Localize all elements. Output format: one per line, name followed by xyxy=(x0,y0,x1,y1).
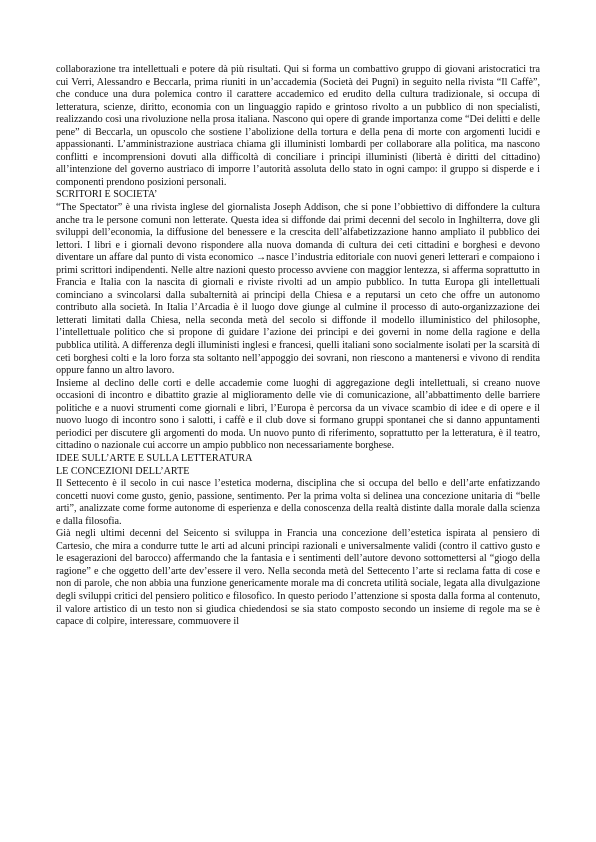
section-heading-scrittori: SCRITORI E SOCIETA’ xyxy=(56,189,158,201)
paragraph-estetica: Il Settecento è il secolo in cui nasce l’estetica moderna, disciplina che si occupa del bello e dell’arte enfatizzando concetti nuovi come gusto, genio, passione, sentimento. Per la prima volta si delinea una concezione unitaria di “belle arti”, analizzate come forme autonome di esperienza e della conoscenza della realtà distinte dalla morale dalla scienza e dalla filosofia. xyxy=(56,478,540,527)
subsection-heading-concezioni: LE CONCEZIONI DELL’ARTE xyxy=(56,465,190,477)
document-page xyxy=(56,64,540,629)
paragraph-cartesio: Già negli ultimi decenni del Seicento si sviluppa in Francia una concezione dell’estetica ispirata al pensiero di Cartesio, che mira a condurre tutte le arti ad alcuni principi razionali e universalmente validi (contro il cattivo gusto e le esagerazioni del barocco) affermando che la fantasia e i sentimenti dell’autore devono sottomettersi al “giogo della ragione” e che oggetto dell’arte dev’essere il vero. Nella seconda metà del Settecento l’arte si reclama fatta di cose e non di parole, che non abbia una funzione genericamente morale ma di concreta utilità sociale, legata alla divulgazione degli sviluppi critici del pensiero politico e filosofico. In questo periodo l’attenzione si sposta dalla forma al contenuto, il valore artistico di un testo non si giudica chiedendosi se sia stato composto secondo un insieme di regole ma se è capace di colpire, interessare, commuovere il xyxy=(56,528,540,628)
section-heading-idee: IDEE SULL’ARTE E SULLA LETTERATURA xyxy=(56,452,253,464)
paragraph-salotti: Insieme al declino delle corti e delle accademie come luoghi di aggregazione degli intellettuali, si creano nuove occasioni di incontro e dibattito grazie al miglioramento delle vie di comunicazione, all’abbattimento delle barriere politiche e a nuovi strumenti come giornali e libri, l’Europa è percorsa da un vivace scambio di idee e di opere e il nuovo luogo di incontro sono i salotti, i caffè e il club dove si formano gruppi spontanei che si danno appuntamenti periodici per discutere gli argomenti do moda. Un nuovo punto di riferimento, soprattutto per la letteratura, è il teatro, cittadino o nazionale cui accorre un ampio pubblico non necessariamente borghese. xyxy=(56,377,540,452)
paragraph-spectator: “The Spectator” è una rivista inglese del giornalista Joseph Addison, che si pone l’obbiettivo di diffondere la cultura anche tra le persone comuni non letterate. Questa idea si diffonde dai primi decenni del secolo in Inghilterra, dove gli sviluppi dell’economia, la diffusione del benessere e la crescita dell’alfabetizzazione hanno ampliato il pubblico dei lettori. I libri e i giornali devono rispondere alla nuova domanda di cultura dei ceti cittadini e borghesi e devono diventare un affare dal punto di vista economico →nasce l’industria editoriale con nuovi generi letterari e compaiono i primi scrittori indipendenti. Nelle altre nazioni questo processo avviene con maggior lentezza, si afferma soprattutto in Francia e Italia con la nascita di giornali e riviste rivolti ad un ampio pubblico. In tutta Europa gli intellettuali cominciano a svincolarsi dalla subalternità ai principi della Chiesa e a reputarsi un ceto che offre un autonomo contributo alla società. In Italia l’Arcadia è il luogo dove giunge al culmine il processo di auto-organizzazione dei letterati limitati dalla Chiesa, nella seconda metà del secolo si diffonde il modello illuministico del philosophe, l’intellettuale politico che si propone di guidare l’azione dei principi e dei governi in nome della ragione e della pubblica utilità. A differenza degli illuministi inglesi e francesi, quelli italiani sono socialmente isolati per la scarsità di ceti borghesi colti e la loro forza sta soltanto nell’appoggio dei sovrani, non riescono a mantenersi e vivono di rendita oppure fanno un altro lavoro. xyxy=(56,202,540,377)
paragraph-caffe: collaborazione tra intellettuali e potere dà più risultati. Qui si forma un combattivo gruppo di giovani aristocratici tra cui Verri, Alessandro e Beccarla, prima riuniti in un’accademia (Società dei Pugni) in seguito nella rivista “Il Caffè”, che conduce una dura polemica contro il carattere accademico ed erudito della cultura tradizionale, si occupa di letteratura, scienze, diritto, economia con un linguaggio rapido e grintoso rivolto a un pubblico di non specialisti, realizzando così una rivoluzione nella prosa italiana. Nascono qui opere di grande importanza come “Dei delitti e delle pene” di Beccarla, un opuscolo che sostiene l’abolizione della tortura e della pena di morte con argomenti lucidi e appassionanti. L’amministrazione austriaca chiama gli illuministi lombardi per collaborare alla politica, ma nascono conflitti e incomprensioni dovuti alla difficoltà di conciliare i principi illuministi (libertà è diritti del cittadino) all’intenzione del governo austriaco di imporre l’autorità assoluta dello stato in ogni campo: il gruppo si disperde e i componenti prendono posizioni personali. xyxy=(56,64,540,188)
